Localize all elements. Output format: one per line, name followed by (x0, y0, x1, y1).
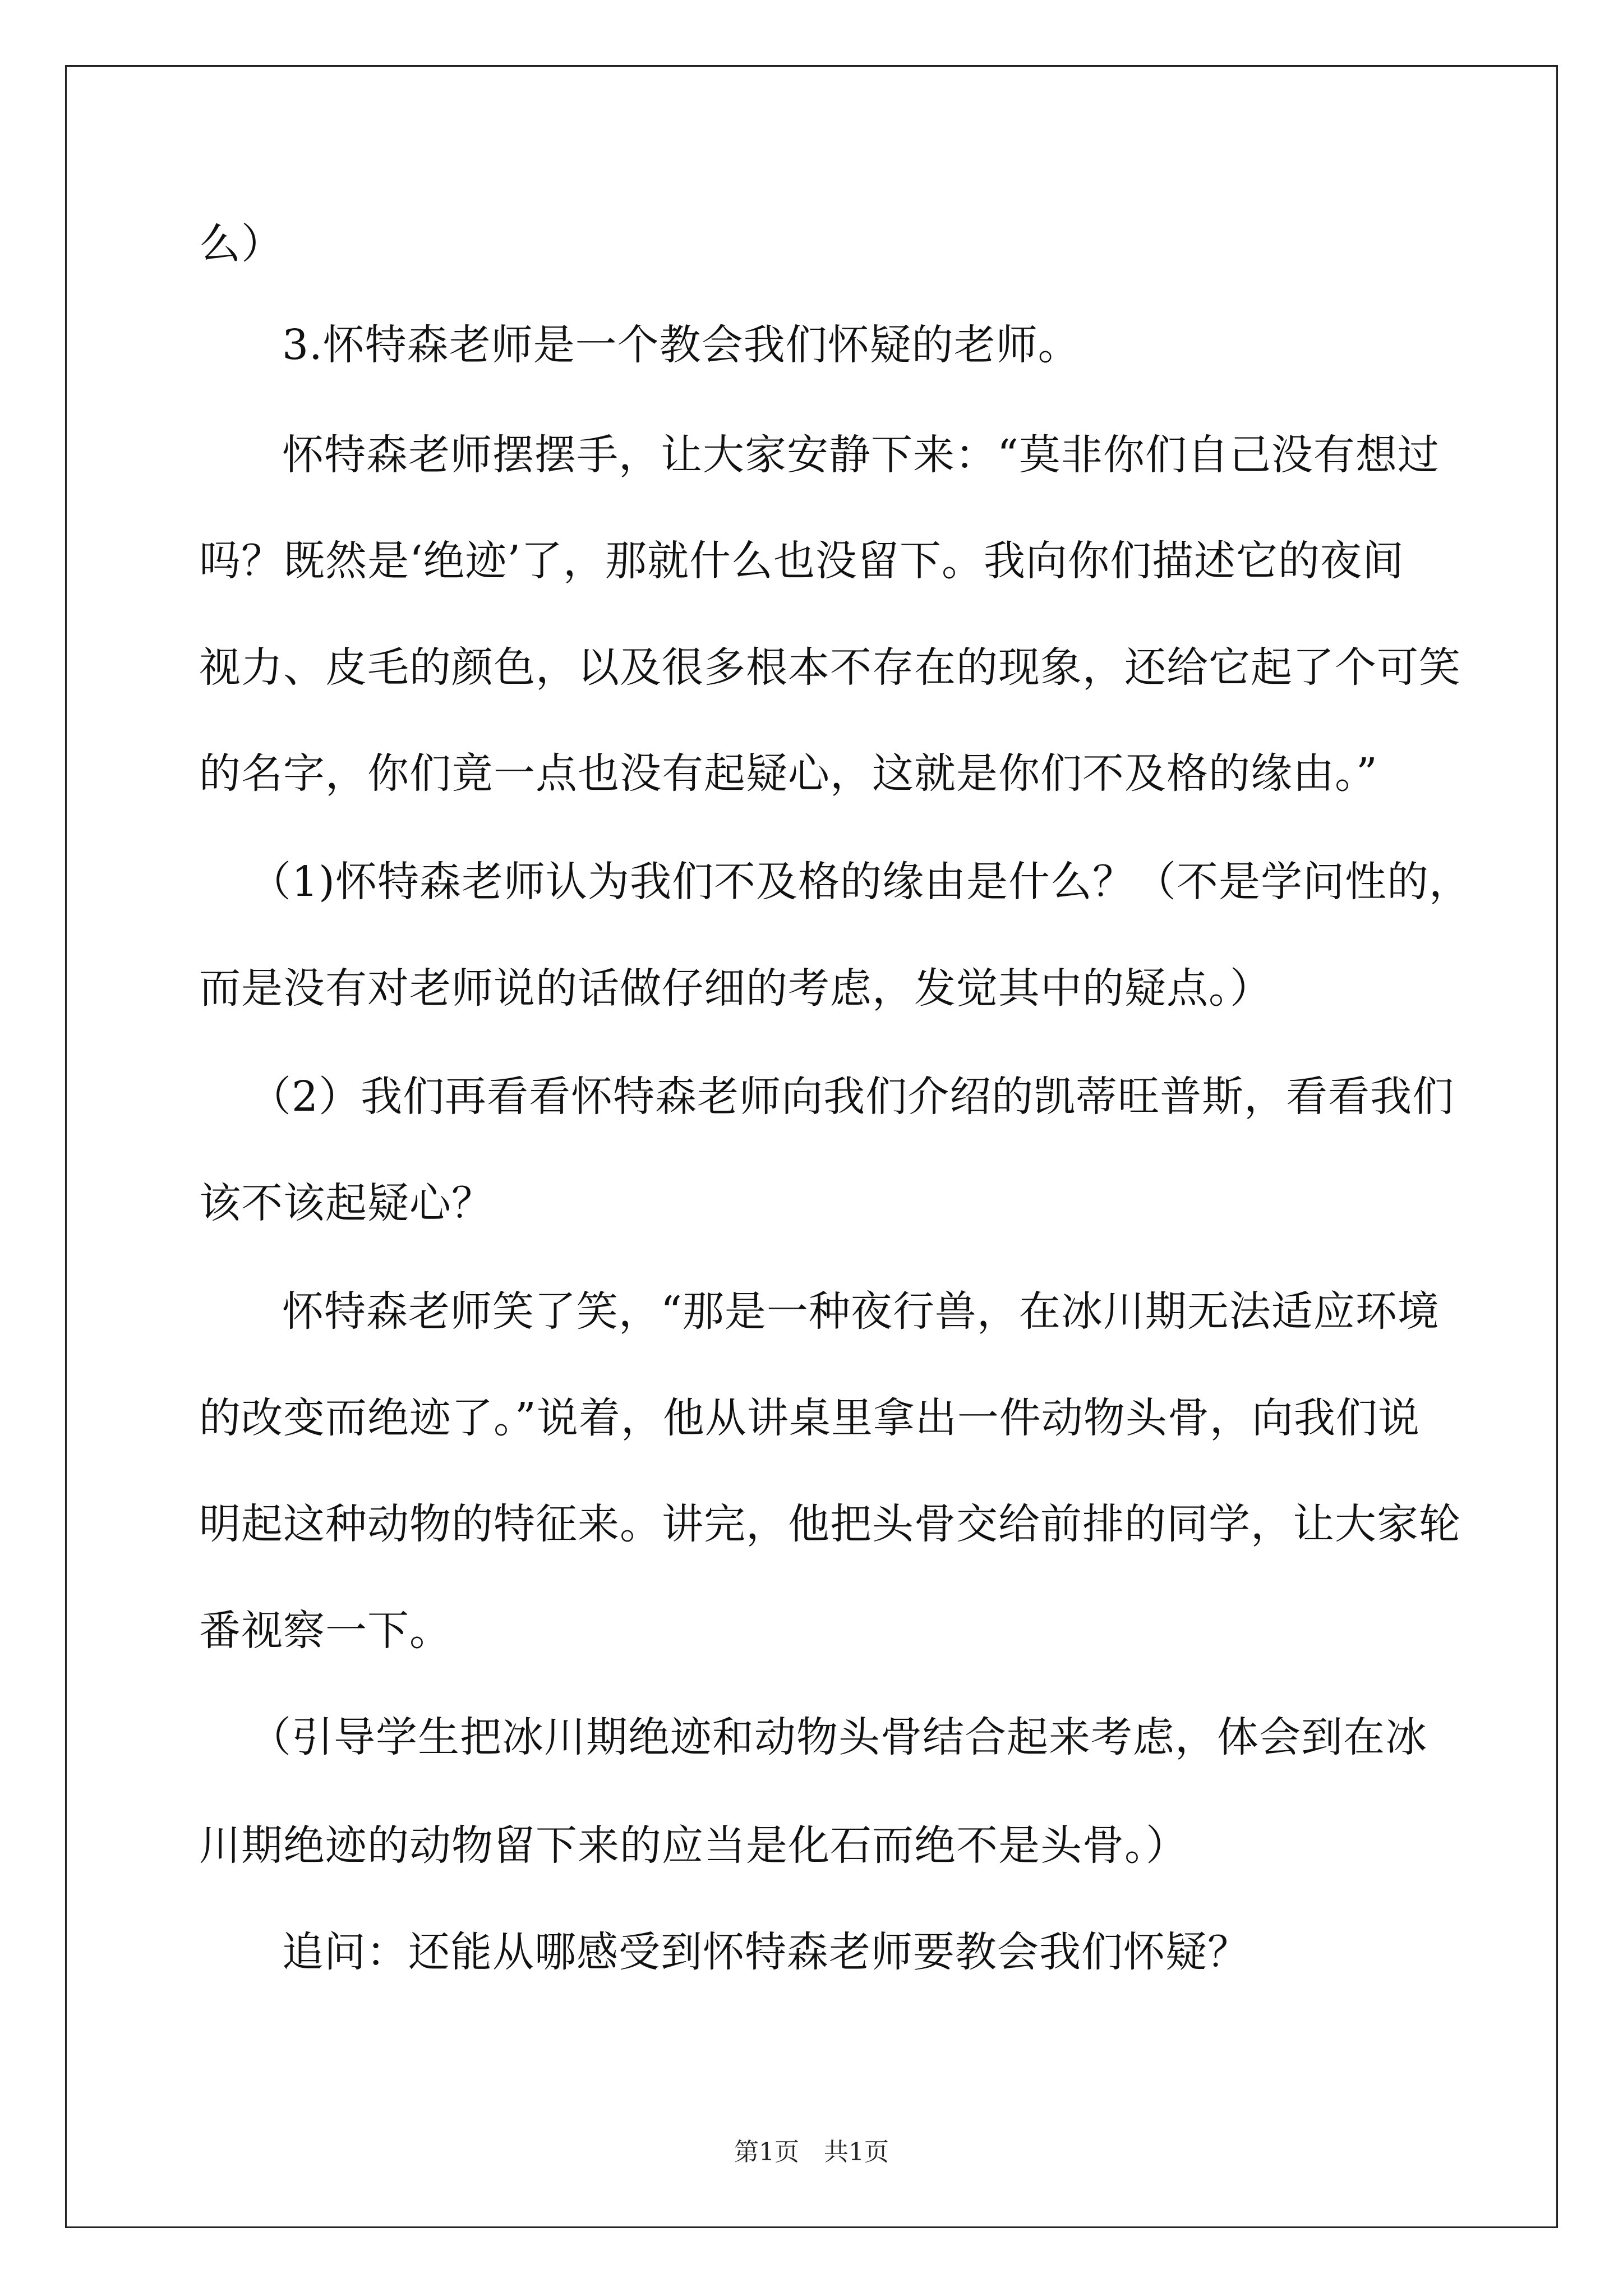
text-line: 怀特森老师摆摆手，让大家安静下来：“莫非你们自己没有想过 (282, 431, 1440, 479)
text-line: （1)怀特森老师认为我们不及格的缘由是什么？（不是学问性的， (250, 858, 1471, 906)
page-number-footer: 第1页 共1页 (734, 2138, 889, 2166)
text-line: 怀特森老师笑了笑，“那是一种夜行兽，在冰川期无法适应环境 (282, 1287, 1440, 1336)
text-line: （2）我们再看看怀特森老师向我们介绍的凯蒂旺普斯，看看我们 (250, 1073, 1455, 1121)
text-line: 明起这种动物的特征来。讲完，他把头骨交给前排的同学，让大家轮 (199, 1500, 1461, 1548)
text-line: 吗？既然是‘绝迹’了，那就什么也没留下。我向你们描述它的夜间 (199, 537, 1405, 585)
text-line: 追问：还能从哪感受到怀特森老师要教会我们怀疑？ (282, 1928, 1249, 1976)
text-line: 么） (199, 220, 283, 268)
text-line: 的改变而绝迹了。”说着，他从讲桌里拿出一件动物头骨，向我们说 (199, 1394, 1420, 1442)
text-line: 该不该起疑心？ (199, 1179, 494, 1227)
text-line: 川期绝迹的动物留下来的应当是化石而绝不是头骨。） (199, 1821, 1188, 1870)
text-line: 3.怀特森老师是一个教会我们怀疑的老师。 (282, 321, 1080, 369)
text-line: 而是没有对老师说的话做仔细的考虑，发觉其中的疑点。） (199, 964, 1272, 1013)
text-line: 视力、皮毛的颜色，以及很多根本不存在的现象，还给它起了个可笑 (199, 643, 1461, 692)
text-line: 的名字，你们竟一点也没有起疑心，这就是你们不及格的缘由。” (199, 749, 1378, 798)
text-line: 番视察一下。 (199, 1607, 451, 1655)
text-line: （引导学生把冰川期绝迹和动物头骨结合起来考虑，体会到在冰 (250, 1713, 1427, 1761)
page-border (65, 65, 1558, 2228)
